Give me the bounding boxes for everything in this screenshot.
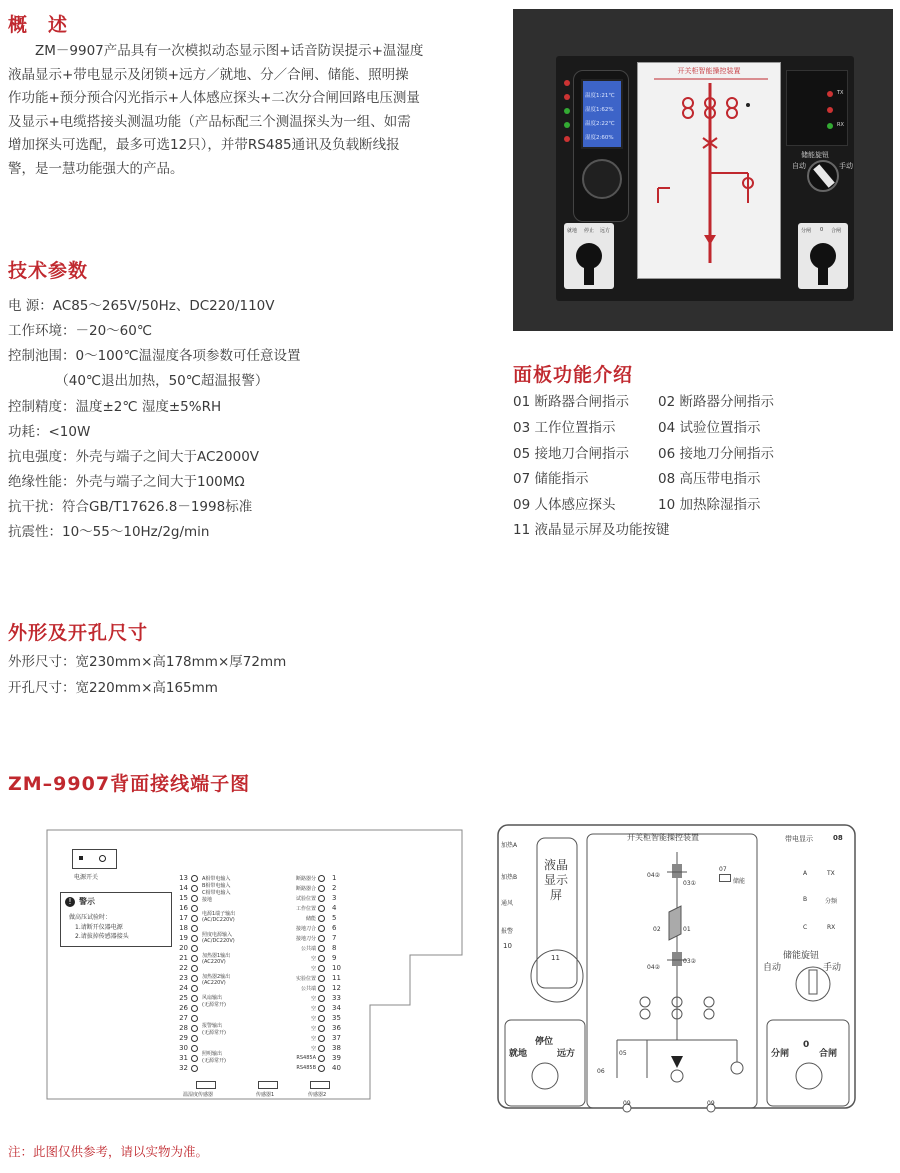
board-title: 开关柜智能操控装置 — [677, 67, 741, 75]
led-indicator — [564, 94, 570, 100]
circuit-label: 04② — [647, 964, 661, 971]
terminal-screw-icon — [191, 905, 198, 912]
switch-label: 合闸 — [831, 228, 842, 234]
storage-number: 07 — [719, 866, 727, 873]
wiring-title: ZM–9907背面接线端子图 — [8, 773, 251, 795]
circuit-label: 03② — [683, 958, 697, 965]
side-label: 加热B — [501, 874, 518, 881]
terminal-screw-icon — [318, 975, 325, 982]
terminal-label: (无源常开) — [202, 1058, 226, 1064]
circuit-label: 01 — [683, 926, 691, 933]
connector-port — [310, 1081, 330, 1089]
terminal-number: 39 — [332, 1054, 341, 1062]
spec-row: 控制池围：0～100℃温湿度各项参数可任意设置 — [8, 348, 301, 364]
terminal-label: 加热器1输出 — [202, 953, 231, 959]
terminal-number: 21 — [179, 954, 188, 962]
terminal-label: 工作位置 — [295, 906, 316, 912]
spec-row: 抗电强度：外壳与端子之间大于AC2000V — [8, 449, 260, 465]
terminal-screw-icon — [191, 945, 198, 952]
connector-port — [258, 1081, 278, 1089]
terminal-screw-icon — [191, 875, 198, 882]
footer-note: 注：此图仅供参考，请以实物为准。 — [8, 1144, 209, 1159]
overview-line: 作功能+预分预合闪光指示+人体感应探头+二次分合闸回路电压测量 — [8, 90, 420, 106]
terminal-number: 20 — [179, 944, 188, 952]
terminal-number: 3 — [332, 894, 337, 902]
knob-auto-label: 自动 — [792, 162, 806, 170]
function-item: 04 试验位置指示 — [658, 420, 761, 436]
overview-text — [8, 40, 498, 181]
right-terminal-strip — [270, 872, 360, 1072]
terminal-label: A相带电输入 — [202, 876, 231, 882]
comm-label: TX — [827, 870, 835, 877]
terminal-number: 36 — [332, 1024, 341, 1032]
mimic-diagram — [638, 63, 782, 280]
terminal-number: 10 — [332, 964, 341, 972]
knob-title: 储能旋钮 — [801, 151, 829, 159]
terminal-label: (无源常开) — [202, 1002, 226, 1008]
terminal-label: 空 — [310, 1016, 316, 1022]
power-switch[interactable] — [72, 849, 117, 869]
spec-row: 抗震性：10～55～10Hz/2g/min — [8, 524, 210, 540]
terminal-screw-icon — [191, 915, 198, 922]
terminal-label: B相带电输入 — [202, 883, 231, 889]
terminal-label: 试验位置 — [295, 896, 316, 902]
warning-icon: ! — [65, 897, 75, 907]
terminal-screw-icon — [191, 1005, 198, 1012]
spec-row: 抗干扰：符合GB/T17626.8－1998标准 — [8, 499, 253, 515]
terminal-label: (AC/DC220V) — [202, 938, 235, 944]
left-terminal-strip — [174, 872, 284, 1072]
terminal-screw-icon — [191, 925, 198, 932]
led-indicator — [564, 80, 570, 86]
terminal-number: 37 — [332, 1034, 341, 1042]
terminal-label: 接地刀合 — [295, 926, 316, 932]
spec-row: 绝缘性能：外壳与端子之间大于100MΩ — [8, 474, 245, 490]
function-item: 01 断路器合闸指示 — [513, 394, 629, 410]
terminal-screw-icon — [191, 1015, 198, 1022]
terminal-label: RS485A — [296, 1055, 316, 1061]
knob-manual-label: 手动 — [839, 162, 853, 170]
led-label: RX — [837, 122, 844, 128]
overview-line: 警，是一慧功能强大的产品。 — [8, 160, 184, 177]
knob-label: 停位 — [535, 1037, 554, 1047]
phase-label: A — [803, 870, 808, 877]
side-number: 10 — [503, 942, 512, 950]
warning-box — [60, 892, 172, 947]
overview-line: 增加探头可选配，最多可选12只），并带RS485通讯及负载断线报 — [8, 137, 400, 153]
overview-line: ZM－9907产品具有一次模拟动态显示图+话音防误提示+温湿度 — [8, 43, 424, 59]
terminal-number: 8 — [332, 944, 337, 952]
terminal-screw-icon — [318, 885, 325, 892]
function-item: 02 断路器分闸指示 — [658, 394, 774, 410]
terminal-label: (无源常开) — [202, 1030, 226, 1036]
led-indicator — [827, 123, 833, 129]
function-item: 05 接地刀合闸指示 — [513, 446, 629, 462]
terminal-screw-icon — [318, 895, 325, 902]
terminal-screw-icon — [191, 985, 198, 992]
spec-row: 工作环境：－20～60℃ — [8, 323, 153, 339]
terminal-number: 4 — [332, 904, 337, 912]
terminal-number: 34 — [332, 1004, 341, 1012]
warning-line: 2.请拔掉传感器接头 — [75, 933, 129, 940]
lcd-reading: 湿度2:60% — [585, 135, 614, 141]
terminal-screw-icon — [191, 935, 198, 942]
side-label: 通风 — [501, 900, 514, 907]
terminal-number: 25 — [179, 994, 188, 1002]
function-item: 09 人体感应探头 — [513, 497, 616, 513]
circuit-label: 06 — [597, 1068, 605, 1075]
function-item: 03 工作位置指示 — [513, 420, 616, 436]
switch-label: 分闸 — [801, 228, 812, 234]
terminal-label: 空 — [310, 1006, 316, 1012]
terminal-label: 实验位置 — [295, 976, 316, 982]
terminal-number: 11 — [332, 974, 341, 982]
overview-title: 概 述 — [8, 14, 69, 36]
terminal-screw-icon — [318, 965, 325, 972]
knob-label: 合闸 — [819, 1049, 838, 1059]
side-label: 加热A — [501, 842, 518, 849]
comm-label: RX — [827, 924, 836, 931]
terminal-label: 接地 — [202, 897, 213, 903]
terminal-label: 接地刀分 — [295, 936, 316, 942]
terminal-screw-icon — [318, 935, 325, 942]
connector-label: 传感器1 — [256, 1092, 275, 1098]
nav-keypad[interactable] — [582, 159, 622, 199]
storage-indicator — [719, 874, 731, 882]
terminal-screw-icon — [191, 955, 198, 962]
lcd-label: 液晶显示屏 — [543, 858, 568, 902]
terminal-number: 23 — [179, 974, 188, 982]
terminal-label: 断路器合 — [295, 886, 316, 892]
indicator-panel — [786, 70, 848, 146]
terminal-screw-icon — [318, 955, 325, 962]
open-close-switch[interactable] — [798, 223, 848, 289]
knob-auto: 自动 — [763, 963, 782, 973]
function-item: 07 储能指示 — [513, 471, 589, 487]
terminal-number: 22 — [179, 964, 188, 972]
overview-line: 液晶显示+带电显示及闭锁+远方／就地、分／合闸、储能、照明操 — [8, 66, 409, 83]
product-photo — [513, 9, 893, 331]
terminal-number: 6 — [332, 924, 337, 932]
dimensions-title: 外形及开孔尺寸 — [8, 622, 149, 644]
circuit-label: 04② — [647, 872, 661, 879]
terminal-label: C相带电输入 — [202, 890, 231, 896]
terminal-number: 26 — [179, 1004, 188, 1012]
terminal-screw-icon — [191, 965, 198, 972]
terminal-number: 7 — [332, 934, 337, 942]
terminal-label: 空 — [310, 956, 316, 962]
knob-label: 分闸 — [771, 1049, 790, 1059]
terminal-number: 12 — [332, 984, 341, 992]
dimension-row: 开孔尺寸：宽220mm×高165mm — [8, 680, 218, 696]
terminal-number: 9 — [332, 954, 337, 962]
terminal-screw-icon — [191, 995, 198, 1002]
circuit-label: 03① — [683, 880, 697, 887]
function-item: 10 加热除湿指示 — [658, 497, 761, 513]
terminal-screw-icon — [191, 975, 198, 982]
switch-label: 就地 — [567, 228, 578, 234]
panel-drawing — [497, 824, 856, 1114]
led-indicator — [564, 122, 570, 128]
terminal-wiring-diagram — [46, 829, 464, 1101]
terminal-number: 14 — [179, 884, 188, 892]
terminal-screw-icon — [191, 885, 198, 892]
terminal-number: 5 — [332, 914, 337, 922]
terminal-screw-icon — [318, 1005, 325, 1012]
terminal-screw-icon — [191, 1025, 198, 1032]
warning-line: 做高压试验时： — [69, 914, 112, 921]
terminal-number: 38 — [332, 1044, 341, 1052]
terminal-label: 加热器2输出 — [202, 974, 231, 980]
terminal-screw-icon — [318, 925, 325, 932]
device-panel — [556, 56, 854, 301]
terminal-label: 照明输出 — [202, 1051, 223, 1057]
panel-functions-title: 面板功能介绍 — [513, 364, 634, 386]
comm-label: 分频 — [825, 898, 838, 905]
terminal-screw-icon — [191, 1045, 198, 1052]
terminal-number: 35 — [332, 1014, 341, 1022]
function-item: 08 高压带电指示 — [658, 471, 761, 487]
terminal-label: RS485B — [296, 1065, 316, 1071]
warning-line: 1.请断开仪器电源 — [75, 924, 123, 931]
terminal-screw-icon — [318, 1055, 325, 1062]
charged-number: 08 — [833, 834, 843, 842]
connector-label: 温湿度传感器 — [183, 1092, 214, 1098]
terminal-screw-icon — [318, 1015, 325, 1022]
terminal-screw-icon — [318, 905, 325, 912]
lcd-frame — [573, 70, 629, 222]
terminal-number: 30 — [179, 1044, 188, 1052]
terminal-number: 32 — [179, 1064, 188, 1072]
phase-label: B — [803, 896, 808, 903]
terminal-label: 报警输出 — [202, 1023, 223, 1029]
panel-drawing-title: 开关柜智能操控装置 — [627, 833, 699, 842]
terminal-number: 24 — [179, 984, 188, 992]
led-indicator — [564, 108, 570, 114]
terminal-screw-icon — [318, 995, 325, 1002]
circuit-label: 02 — [653, 926, 661, 933]
lcd-number: 11 — [551, 954, 560, 962]
charged-label: 带电显示 — [785, 835, 813, 843]
terminal-label: 公共端 — [300, 946, 316, 952]
dimension-row: 外形尺寸：宽230mm×高178mm×厚72mm — [8, 654, 287, 670]
terminal-label: 公共端 — [300, 986, 316, 992]
terminal-label: 空 — [310, 966, 316, 972]
switch-label: 0 — [820, 227, 824, 233]
spec-row: 电 源：AC85～265V/50Hz、DC220/110V — [8, 298, 275, 314]
terminal-label: 电源1端子输出 — [202, 911, 236, 917]
connector-port — [196, 1081, 216, 1089]
terminal-label: (AC/DC220V) — [202, 917, 235, 923]
terminal-screw-icon — [191, 1035, 198, 1042]
terminal-number: 16 — [179, 904, 188, 912]
terminal-number: 19 — [179, 934, 188, 942]
terminal-screw-icon — [318, 1065, 325, 1072]
terminal-screw-icon — [318, 1025, 325, 1032]
switch-label: 远方 — [600, 228, 611, 234]
terminal-label: (AC220V) — [202, 980, 226, 986]
led-indicator — [827, 107, 833, 113]
power-switch-label: 电源开关 — [74, 874, 99, 881]
function-item: 11 液晶显示屏及功能按键 — [513, 522, 670, 538]
led-indicator — [564, 136, 570, 142]
knob-label: 远方 — [557, 1049, 576, 1059]
probe-label: 09 — [623, 1100, 631, 1107]
terminal-number: 15 — [179, 894, 188, 902]
terminal-screw-icon — [191, 1065, 198, 1072]
specs-title: 技术参数 — [8, 260, 89, 282]
terminal-label: 空 — [310, 1026, 316, 1032]
phase-label: C — [803, 924, 808, 931]
storage-knob[interactable] — [807, 160, 839, 192]
terminal-label: 照度电源输入 — [202, 932, 233, 938]
overview-line: 及显示+电缆搭接头测温功能（产品标配三个测温探头为一组、如需 — [8, 113, 411, 130]
function-item: 06 接地刀分闸指示 — [658, 446, 774, 462]
circuit-label: 05 — [619, 1050, 627, 1057]
terminal-screw-icon — [318, 875, 325, 882]
switch-label: 停止 — [584, 228, 595, 234]
led-indicator — [827, 91, 833, 97]
spec-row: 功耗：<10W — [8, 424, 91, 440]
knob-manual: 手动 — [823, 963, 842, 973]
knob-label: 0 — [803, 1040, 810, 1050]
terminal-number: 2 — [332, 884, 337, 892]
spec-row: 控制精度：温度±2℃ 湿度±5%RH — [8, 399, 222, 415]
mimic-board — [637, 62, 781, 279]
terminal-label: 空 — [310, 996, 316, 1002]
terminal-number: 31 — [179, 1054, 188, 1062]
storage-knob-title: 储能旋钮 — [783, 951, 820, 961]
probe-label: 09 — [707, 1100, 715, 1107]
terminal-number: 18 — [179, 924, 188, 932]
lcd-reading: 温度2:22℃ — [585, 121, 615, 127]
terminal-number: 28 — [179, 1024, 188, 1032]
lcd-reading: 温度1:21℃ — [585, 93, 615, 99]
terminal-screw-icon — [318, 945, 325, 952]
connector-label: 传感器2 — [308, 1092, 327, 1098]
terminal-screw-icon — [318, 985, 325, 992]
terminal-label: (AC220V) — [202, 959, 226, 965]
led-label: TX — [837, 90, 844, 96]
terminal-screw-icon — [318, 915, 325, 922]
local-remote-switch[interactable] — [564, 223, 614, 289]
warning-title: 警示 — [79, 897, 95, 906]
terminal-label: 断路器分 — [295, 876, 316, 882]
terminal-number: 17 — [179, 914, 188, 922]
terminal-label: 空 — [310, 1036, 316, 1042]
terminal-number: 1 — [332, 874, 337, 882]
terminal-number: 13 — [179, 874, 188, 882]
terminal-label: 储能 — [305, 916, 316, 922]
terminal-screw-icon — [191, 1055, 198, 1062]
terminal-label: 风扇输出 — [202, 995, 223, 1001]
storage-text: 储能 — [733, 878, 746, 885]
terminal-number: 29 — [179, 1034, 188, 1042]
side-label: 报警 — [501, 928, 514, 935]
terminal-number: 27 — [179, 1014, 188, 1022]
lcd-reading: 湿度1:62% — [585, 107, 614, 113]
terminal-label: 空 — [310, 1046, 316, 1052]
lcd-screen — [581, 79, 623, 149]
terminal-number: 40 — [332, 1064, 341, 1072]
knob-label: 就地 — [509, 1049, 528, 1059]
spec-row: （40℃退出加热，50℃超温报警） — [8, 373, 269, 389]
terminal-screw-icon — [191, 895, 198, 902]
terminal-number: 33 — [332, 994, 341, 1002]
terminal-screw-icon — [318, 1045, 325, 1052]
terminal-screw-icon — [318, 1035, 325, 1042]
